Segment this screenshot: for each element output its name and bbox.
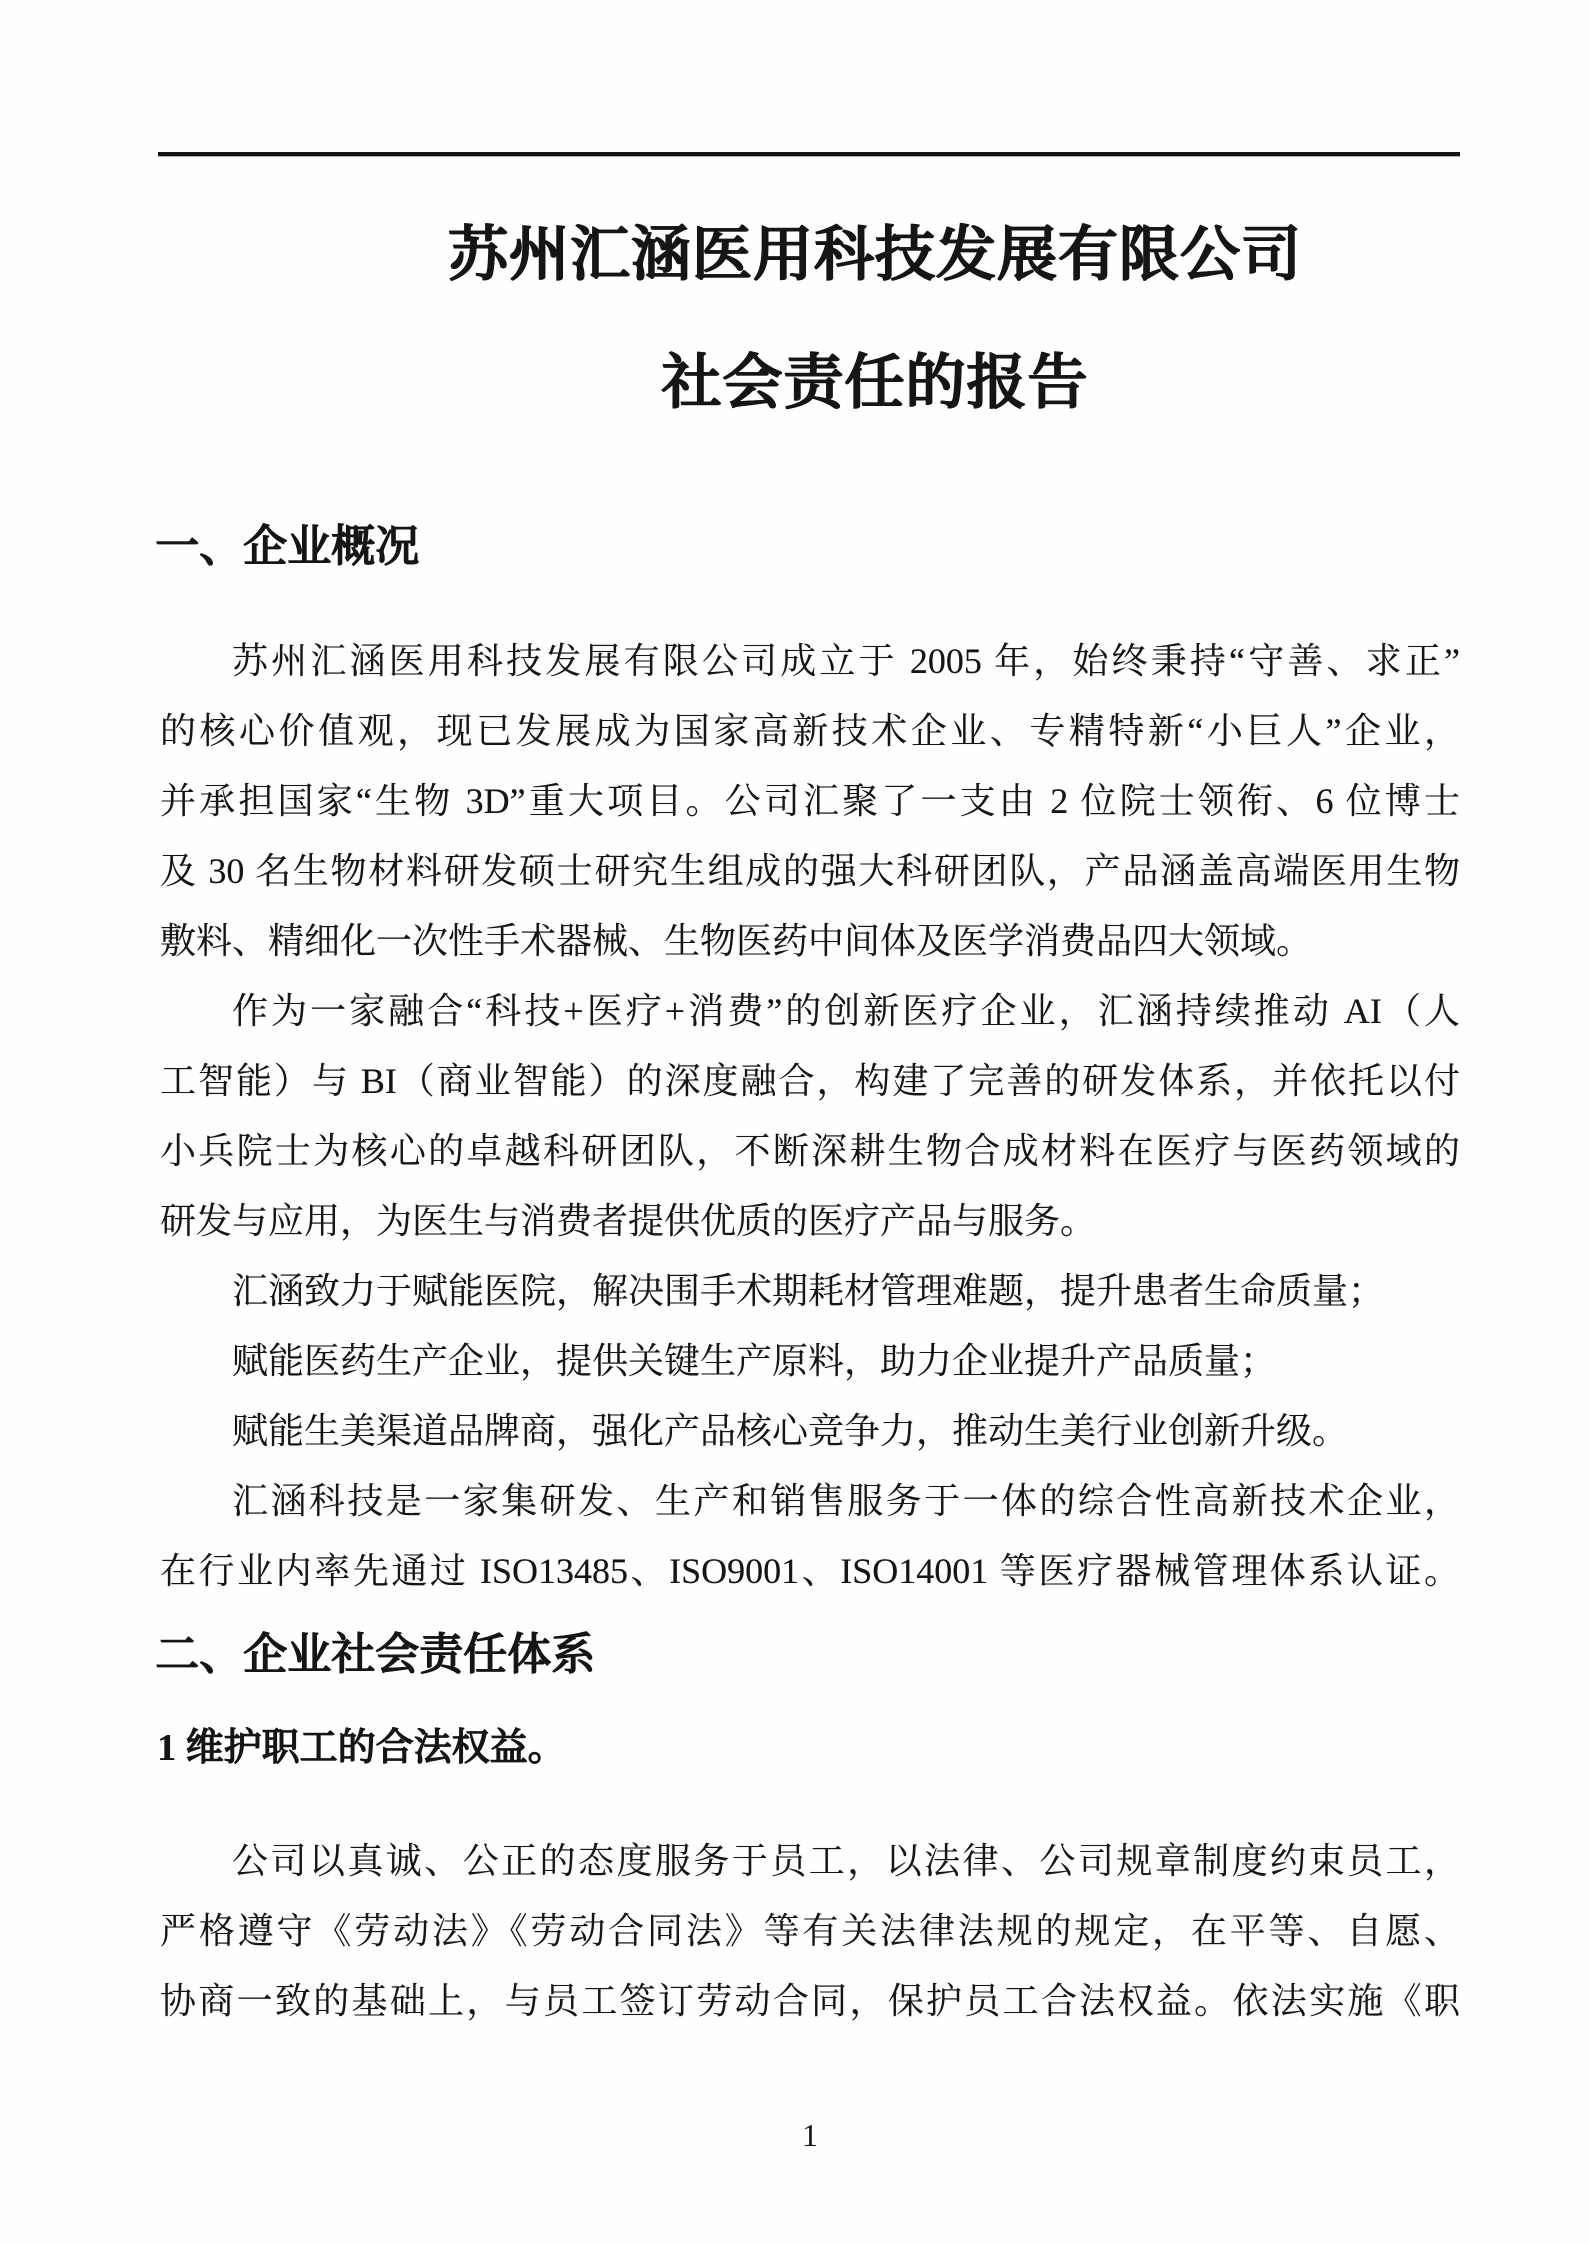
paragraph-line: 并承担国家“生物 3D”重大项目。公司汇聚了一支由 2 位院士领衔、6 位博士 <box>160 781 1460 821</box>
paragraph-line: 小兵院士为核心的卓越科研团队，不断深耕生物合成材料在医疗与医药领域的 <box>160 1131 1460 1171</box>
header-rule <box>158 152 1460 156</box>
paragraph-line: 工智能）与 BI（商业智能）的深度融合，构建了完善的研发体系，并依托以付 <box>160 1061 1460 1101</box>
report-subtitle: 社会责任的报告 <box>661 350 1088 416</box>
paragraph-line: 的核心价值观，现已发展成为国家高新技术企业、专精特新“小巨人”企业， <box>160 711 1460 751</box>
paragraph-line: 赋能医药生产企业，提供关键生产原料，助力企业提升产品质量； <box>232 1341 1277 1381</box>
section-heading-1: 一、企业概况 <box>155 522 419 571</box>
paragraph-line: 苏州汇涵医用科技发展有限公司成立于 2005 年，始终秉持“守善、求正” <box>232 641 1460 681</box>
paragraph-line: 及 30 名生物材料研发硕士研究生组成的强大科研团队，产品涵盖高端医用生物 <box>160 851 1460 891</box>
paragraph-line: 作为一家融合“科技+医疗+消费”的创新医疗企业，汇涵持续推动 AI（人 <box>232 991 1460 1031</box>
report-title: 苏州汇涵医用科技发展有限公司 <box>447 222 1302 288</box>
paragraph-line: 敷料、精细化一次性手术器械、生物医药中间体及医学消费品四大领域。 <box>160 921 1313 961</box>
paragraph-line: 严格遵守《劳动法》《劳动合同法》等有关法律法规的规定，在平等、自愿、 <box>160 1911 1460 1951</box>
paragraph-line: 汇涵致力于赋能医院，解决围手术期耗材管理难题，提升患者生命质量； <box>232 1271 1385 1311</box>
subsection-heading-1: 1 维护职工的合法权益。 <box>157 1727 566 1769</box>
paragraph-line: 研发与应用，为医生与消费者提供优质的医疗产品与服务。 <box>160 1201 1097 1241</box>
paragraph-line: 公司以真诚、公正的态度服务于员工，以法律、公司规章制度约束员工， <box>232 1841 1460 1881</box>
paragraph-line: 协商一致的基础上，与员工签订劳动合同，保护员工合法权益。依法实施《职 <box>160 1981 1460 2021</box>
page-number: 1 <box>802 2117 818 2153</box>
paragraph-line: 赋能生美渠道品牌商，强化产品核心竞争力，推动生美行业创新升级。 <box>232 1411 1349 1451</box>
paragraph-line: 在行业内率先通过 ISO13485、ISO9001、ISO14001 等医疗器械管理体系认证。 <box>160 1551 1460 1591</box>
section-heading-2: 二、企业社会责任体系 <box>155 1630 595 1679</box>
paragraph-line: 汇涵科技是一家集研发、生产和销售服务于一体的综合性高新技术企业， <box>232 1481 1460 1521</box>
